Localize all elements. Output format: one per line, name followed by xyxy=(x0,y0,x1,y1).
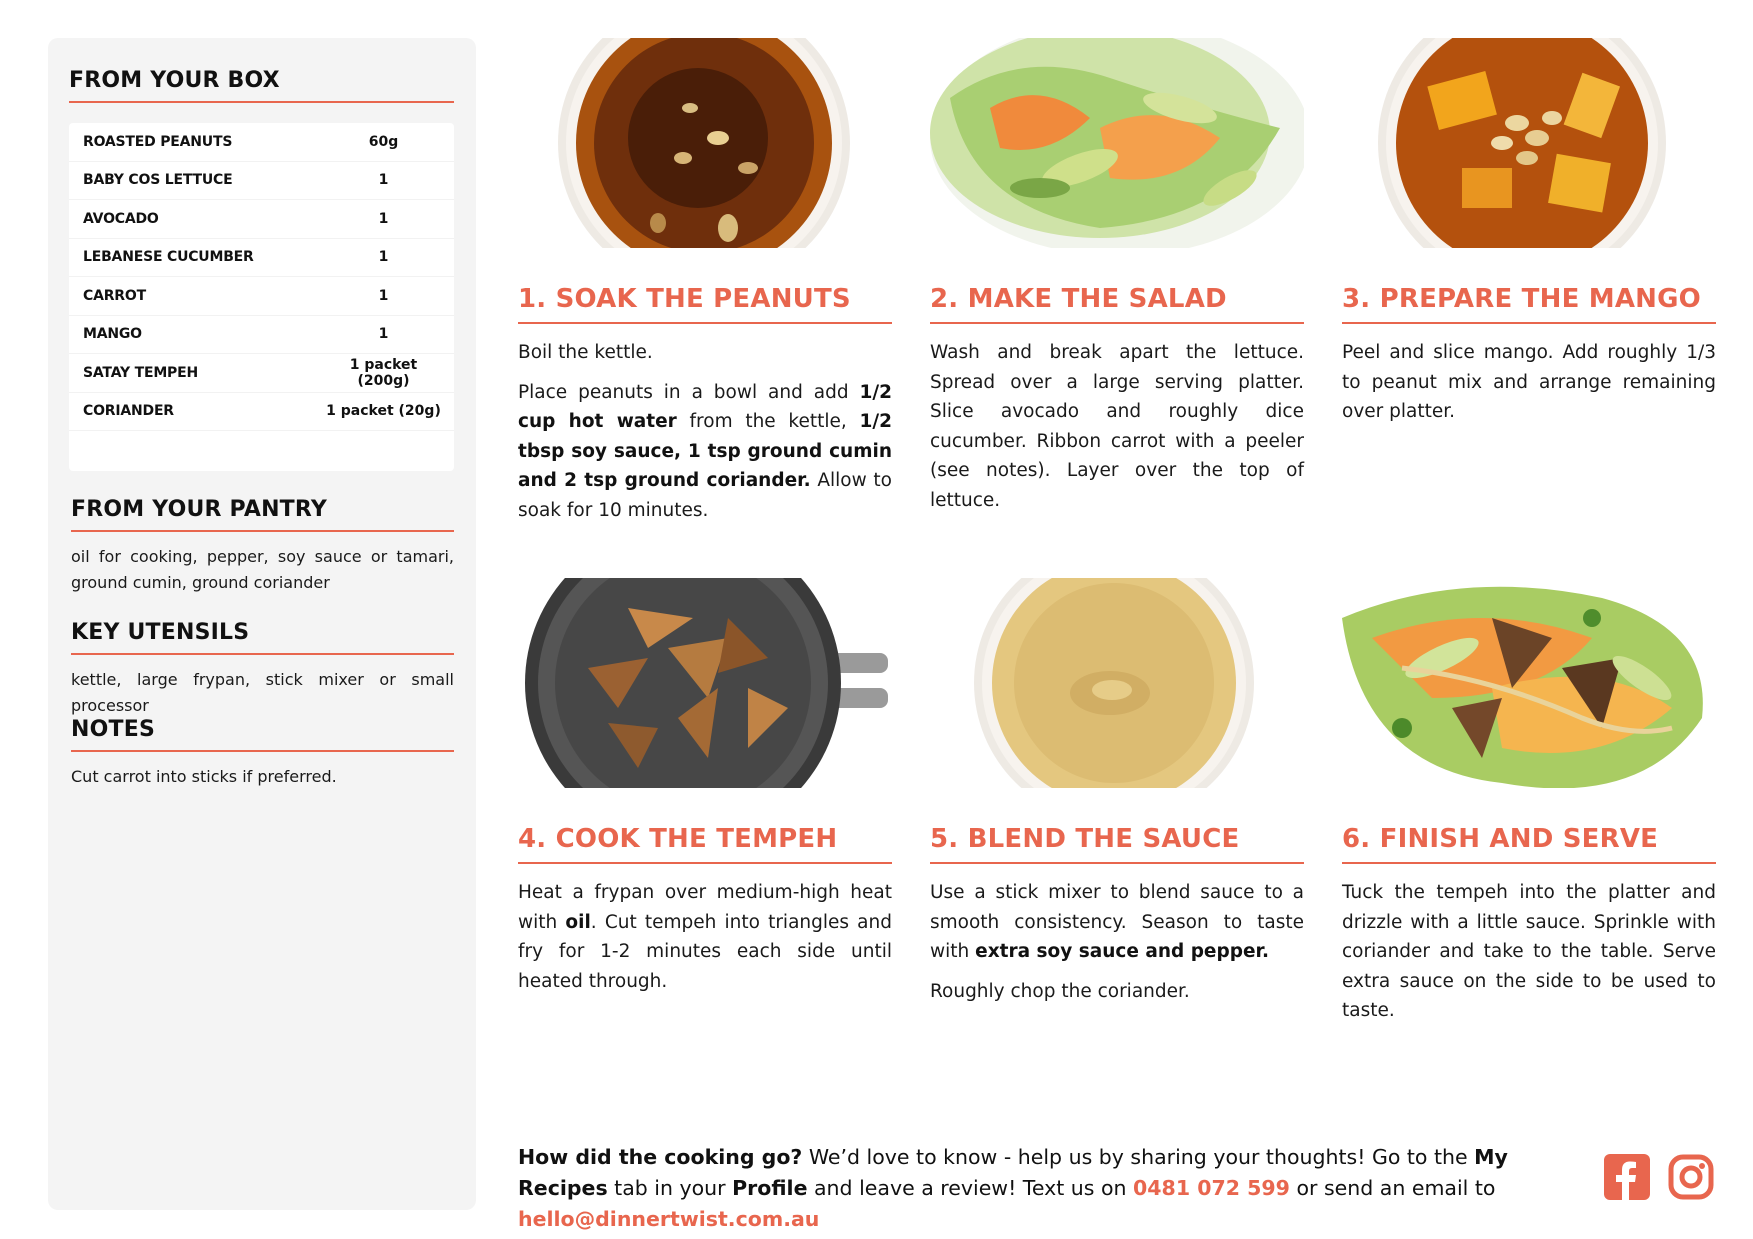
ingredients-sidebar xyxy=(48,38,476,1210)
pantry-text: oil for cooking, pepper, soy sauce or tamari, ground cumin, ground coriander xyxy=(71,547,454,592)
step-6-paragraph: Tuck the tempeh into the platter and drizzle with a little sauce. Sprinkle with coriander and take to the table. Serve extra sauce on the side to be used to taste. xyxy=(1342,882,1716,1021)
salad-platter-photo xyxy=(930,38,1304,248)
step-1-paragraph xyxy=(518,378,892,526)
footer-text: and leave a review! Text us on xyxy=(807,1176,1134,1200)
step-text: from the kettle, xyxy=(676,411,860,432)
step-text: Place peanuts in a bowl and add xyxy=(518,381,860,403)
step-3 xyxy=(1342,38,1716,437)
step-divider xyxy=(518,862,892,864)
facebook-icon[interactable] xyxy=(1604,1154,1650,1200)
notes-text: Cut carrot into sticks if preferred. xyxy=(71,767,337,786)
step-divider xyxy=(930,862,1304,864)
footer-text: We’d love to know - help us by sharing your thoughts! Go to the xyxy=(802,1145,1475,1169)
ingredient-row xyxy=(69,200,454,239)
step-bold-text: extra soy sauce and pepper. xyxy=(975,941,1270,962)
step-divider xyxy=(1342,862,1716,864)
feedback-footer xyxy=(518,1142,1578,1235)
ingredients-table xyxy=(69,123,454,471)
step-5-title: 5. BLEND THE SAUCE xyxy=(930,824,1240,854)
ingredient-name: AVOCADO xyxy=(83,210,159,227)
footer-text: or send an email to xyxy=(1289,1176,1496,1200)
footer-text: tab in your xyxy=(607,1176,733,1200)
step-4-title: 4. COOK THE TEMPEH xyxy=(518,824,838,854)
instagram-icon[interactable] xyxy=(1668,1154,1714,1200)
ingredient-name: SATAY TEMPEH xyxy=(83,364,198,381)
ingredient-qty: 60g xyxy=(368,133,399,150)
step-3-title: 3. PREPARE THE MANGO xyxy=(1342,284,1701,314)
step-2-title: 2. MAKE THE SALAD xyxy=(930,284,1227,314)
step-bold-text: 1/2 cup hot water xyxy=(518,381,892,432)
ingredient-row xyxy=(69,316,454,355)
from-your-box-heading: FROM YOUR BOX xyxy=(69,68,280,93)
finished-salad-photo xyxy=(1342,578,1716,788)
ingredient-qty: 1 xyxy=(378,326,389,343)
ingredient-name: BABY COS LETTUCE xyxy=(83,172,233,189)
key-utensils-section xyxy=(71,620,454,719)
ingredient-row xyxy=(69,239,454,278)
step-6-title: 6. FINISH AND SERVE xyxy=(1342,824,1659,854)
notes-heading: NOTES xyxy=(71,717,155,742)
step-1 xyxy=(518,38,892,535)
ingredient-qty: 1 xyxy=(378,210,389,227)
step-5-body xyxy=(930,878,1304,1006)
step-6-body xyxy=(1342,878,1716,1026)
ingredient-row xyxy=(69,162,454,201)
step-1-paragraph: Boil the kettle. xyxy=(518,342,653,363)
phone-link[interactable]: 0481 072 599 xyxy=(1133,1176,1290,1200)
from-your-pantry-section xyxy=(71,497,454,596)
step-bold-text: 1/2 tbsp soy sauce, 1 tsp ground cumin and 2 tsp ground coriander. xyxy=(518,411,893,491)
utensils-text: kettle, large frypan, stick mixer or small processor xyxy=(71,670,454,715)
ingredient-row xyxy=(69,393,454,432)
tempeh-frypan-photo xyxy=(518,578,892,788)
step-4 xyxy=(518,578,892,1006)
step-3-body xyxy=(1342,338,1716,427)
step-3-paragraph: Peel and slice mango. Add roughly 1/3 to peanut mix and arrange remaining over platter. xyxy=(1342,342,1716,422)
section-divider xyxy=(69,101,454,103)
key-utensils-heading: KEY UTENSILS xyxy=(71,620,250,645)
ingredient-row xyxy=(69,354,454,393)
peanuts-soaking-bowl-photo xyxy=(518,38,892,248)
step-divider xyxy=(1342,322,1716,324)
ingredient-name: LEBANESE CUCUMBER xyxy=(83,249,254,266)
from-your-box-section xyxy=(69,68,454,103)
step-1-title: 1. SOAK THE PEANUTS xyxy=(518,284,851,314)
step-text: . Cut tempeh into triangles and fry for 1-2 minutes each side until heated through. xyxy=(518,911,892,992)
step-bold-text: oil xyxy=(565,911,591,933)
ingredient-qty: 1 xyxy=(378,249,389,266)
step-1-body xyxy=(518,338,892,525)
section-divider xyxy=(71,530,454,532)
ingredient-name: CORIANDER xyxy=(83,403,174,420)
step-5 xyxy=(930,578,1304,1016)
step-text: Allow to soak for 10 minutes. xyxy=(518,470,893,521)
notes-section xyxy=(71,717,454,790)
ingredient-qty: 1 xyxy=(378,172,389,189)
step-divider xyxy=(930,322,1304,324)
ingredient-qty: 1 xyxy=(378,287,389,304)
ingredient-name: ROASTED PEANUTS xyxy=(83,133,233,150)
ingredient-name: MANGO xyxy=(83,326,142,343)
step-2-body xyxy=(930,338,1304,515)
footer-question: How did the cooking go? xyxy=(518,1145,803,1169)
step-4-paragraph xyxy=(518,878,892,996)
email-link[interactable]: hello@dinnertwist.com.au xyxy=(518,1207,820,1231)
mango-peanut-bowl-photo xyxy=(1342,38,1716,248)
satay-sauce-bowl-photo xyxy=(930,578,1304,788)
step-text: Use a stick mixer to blend sauce to a smooth consistency. Season to taste with xyxy=(930,882,1304,962)
step-divider xyxy=(518,322,892,324)
step-5-paragraph xyxy=(930,878,1304,967)
ingredient-qty: 1 packet (200g) xyxy=(349,356,418,389)
section-divider xyxy=(71,750,454,752)
ingredient-name: CARROT xyxy=(83,287,146,304)
ingredient-row xyxy=(69,277,454,316)
section-divider xyxy=(71,653,454,655)
ingredient-qty: 1 packet (20g) xyxy=(326,403,441,420)
step-text: Heat a frypan over medium-high heat with xyxy=(518,882,892,933)
ingredient-row xyxy=(69,123,454,162)
profile-link[interactable]: Profile xyxy=(732,1176,808,1200)
step-2 xyxy=(930,38,1304,525)
step-4-body xyxy=(518,878,892,996)
step-5-paragraph: Roughly chop the coriander. xyxy=(930,980,1190,1002)
step-6 xyxy=(1342,578,1716,1036)
my-recipes-link[interactable]: My Recipes xyxy=(518,1145,1508,1200)
from-your-pantry-heading: FROM YOUR PANTRY xyxy=(71,497,327,522)
step-2-paragraph: Wash and break apart the lettuce. Spread over a large serving platter. Slice avocado and roughly dice cucumber. Ribbon carrot with a peeler (see notes). Layer over the top of lettuce. xyxy=(930,342,1304,511)
